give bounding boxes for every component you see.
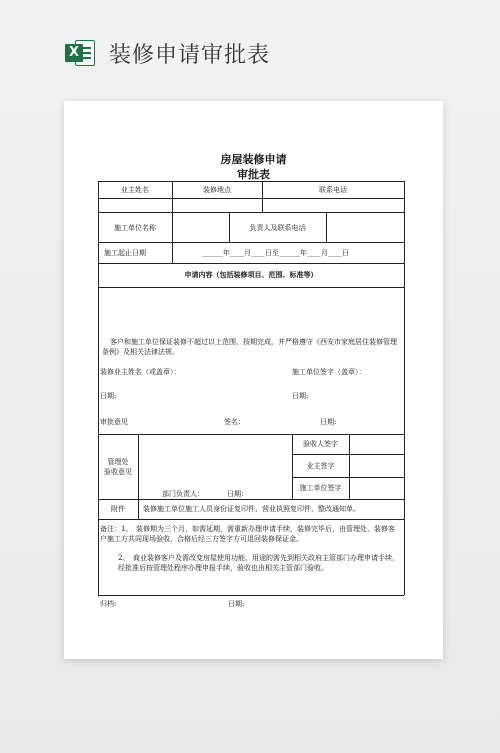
phone-header: 联系电话 — [319, 186, 347, 194]
mgmt-label-1: 管理处 — [107, 458, 129, 466]
approval-sign-label: 签名： — [224, 418, 245, 426]
attachment-label: 附件 — [111, 505, 125, 513]
mgmt-label-2: 验收意见 — [104, 468, 132, 476]
contractor-name-label: 施工单位名称 — [114, 224, 156, 232]
pledge-text: 客户和施工单位保证装修不超过以上范围，按期完成，并严格遵守《西安市家庭居住装修管理条例》及相关法律法规。 — [102, 338, 397, 356]
document-page — [64, 101, 443, 659]
contractor-sign2-label: 施工单位签字 — [299, 484, 342, 492]
excel-icon: X — [65, 38, 95, 68]
content-title: 申请内容（包括装修项目、范围、标准等） — [184, 270, 318, 279]
form-title: 房屋装修申请 — [220, 153, 287, 166]
owner-sign-label: 装修业主姓名（或盖章）： — [100, 368, 181, 376]
note-1: 备注：1、 装修期为三个月，如需延期，需重新办理申请手续，装修完毕后，由管理处、装修客户施工方共同现场验收，合格后经三方签字方可退回装修保证金。 — [100, 525, 395, 543]
archive-label: 归档: — [100, 600, 117, 608]
contractor-date-label: 日期: — [292, 392, 309, 400]
archive-date-label: 日期: — [228, 600, 245, 608]
acceptor-sign-label: 验收人签字 — [303, 440, 338, 448]
date-range-label: 施工起止日期 — [104, 249, 146, 257]
dept-head-label: 部门负责人： — [162, 490, 204, 498]
owner-name-header: 业主姓名 — [121, 186, 149, 194]
dept-date-label: 日期： — [227, 490, 248, 498]
note-2: 2、 商业装修客户及需改变房屋使用功能、用途的需先到相关政府主管部门办理申请手续，经批准后按管理处程序办理申报手续，验收也由相关主管部门验收。 — [118, 554, 399, 572]
approval-opinion-label: 审批意见 — [100, 418, 128, 426]
form-subtitle: 审批表 — [237, 168, 270, 181]
page-title: 装修申请审批表 — [109, 42, 271, 68]
responsible-contact-label: 负责人及联系电话 — [249, 224, 306, 232]
owner-date-label: 日期: — [100, 392, 117, 400]
approval-date-label: 日期: — [320, 418, 337, 426]
header — [65, 36, 270, 70]
location-header: 装修地点 — [203, 186, 231, 194]
attachment-text: 装修施工单位施工人员身份证复印件、营业执照复印件，整改通知单。 — [143, 505, 360, 513]
contractor-sign-label: 施工单位签字（盖章）： — [292, 368, 366, 376]
date-range-value: ______年____月____日至______年____月____日 — [202, 249, 349, 257]
owner-sign2-label: 业主签字 — [306, 462, 335, 470]
